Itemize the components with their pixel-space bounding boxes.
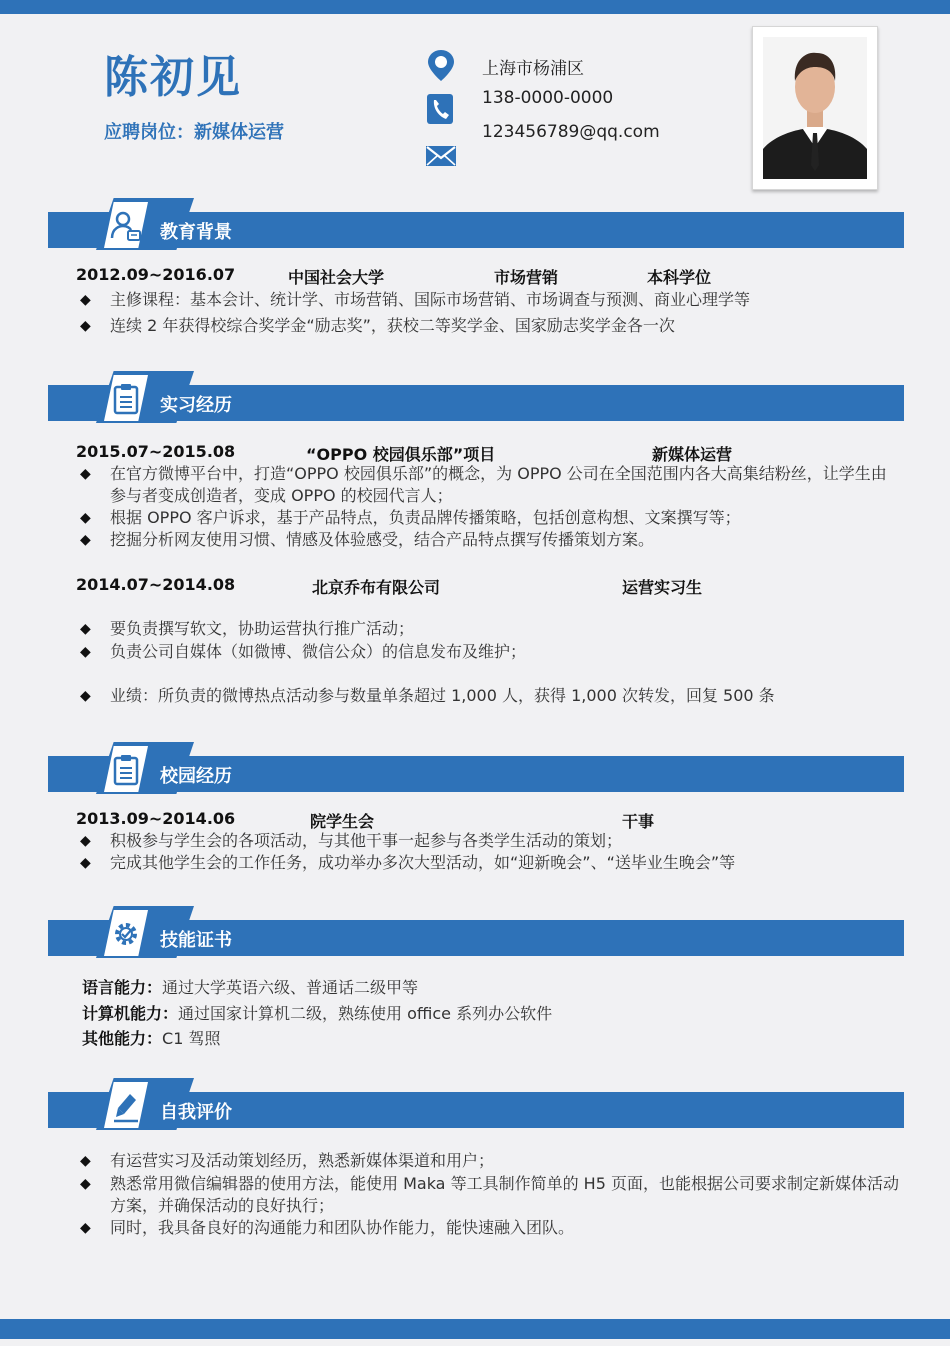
applied-position: 应聘岗位：新媒体运营: [104, 122, 284, 143]
section-title: 教育背景: [160, 222, 232, 243]
mail-icon: [424, 140, 458, 174]
campus-period: 2013.09~2014.06: [76, 809, 236, 828]
contact-address: 上海市杨浦区: [482, 59, 584, 79]
section-title: 自我评价: [160, 1102, 232, 1123]
contact-phone: 138-0000-0000: [482, 88, 614, 108]
section-title: 技能证书: [160, 930, 232, 951]
avatar: [763, 37, 867, 179]
phone-icon: [424, 92, 458, 126]
skill-other: 其他能力：C1 驾照: [82, 1029, 221, 1048]
section-education: [48, 212, 904, 248]
education-degree: 本科学位: [647, 268, 712, 287]
section-campus: [48, 756, 904, 792]
campus-org: 院学生会: [310, 812, 375, 831]
education-period: 2012.09~2016.07: [76, 265, 236, 284]
location-pin-icon: [424, 48, 458, 82]
job-period: 2014.07~2014.08: [76, 575, 236, 594]
education-major: 市场营销: [494, 268, 559, 287]
user-card-icon: [108, 206, 144, 246]
top-accent-bar: [0, 0, 950, 14]
section-self-evaluation: [48, 1092, 904, 1128]
pen-icon: [108, 1086, 144, 1126]
profile-photo: [752, 26, 878, 190]
job-org: “OPPO 校园俱乐部”项目: [306, 445, 496, 464]
section-title: 校园经历: [160, 766, 232, 787]
section-title: 实习经历: [160, 395, 232, 416]
job-period: 2015.07~2015.08: [76, 442, 236, 461]
job-role: 运营实习生: [622, 578, 703, 597]
skill-language: 语言能力：通过大学英语六级、普通话二级甲等: [82, 978, 419, 997]
job-org: 北京乔布有限公司: [312, 578, 441, 597]
gear-check-icon: [108, 914, 144, 954]
contact-email: 123456789@qq.com: [482, 122, 660, 142]
clipboard-icon: [108, 750, 144, 790]
section-internship: [48, 385, 904, 421]
education-school: 中国社会大学: [288, 268, 385, 287]
campus-role: 干事: [622, 812, 655, 831]
candidate-name: 陈初见: [104, 52, 242, 103]
bottom-accent-bar: [0, 1319, 950, 1339]
job-role: 新媒体运营: [652, 445, 733, 464]
section-skills: [48, 920, 904, 956]
clipboard-icon: [108, 379, 144, 419]
skill-computer: 计算机能力：通过国家计算机二级，熟练使用 office 系列办公软件: [82, 1004, 553, 1023]
